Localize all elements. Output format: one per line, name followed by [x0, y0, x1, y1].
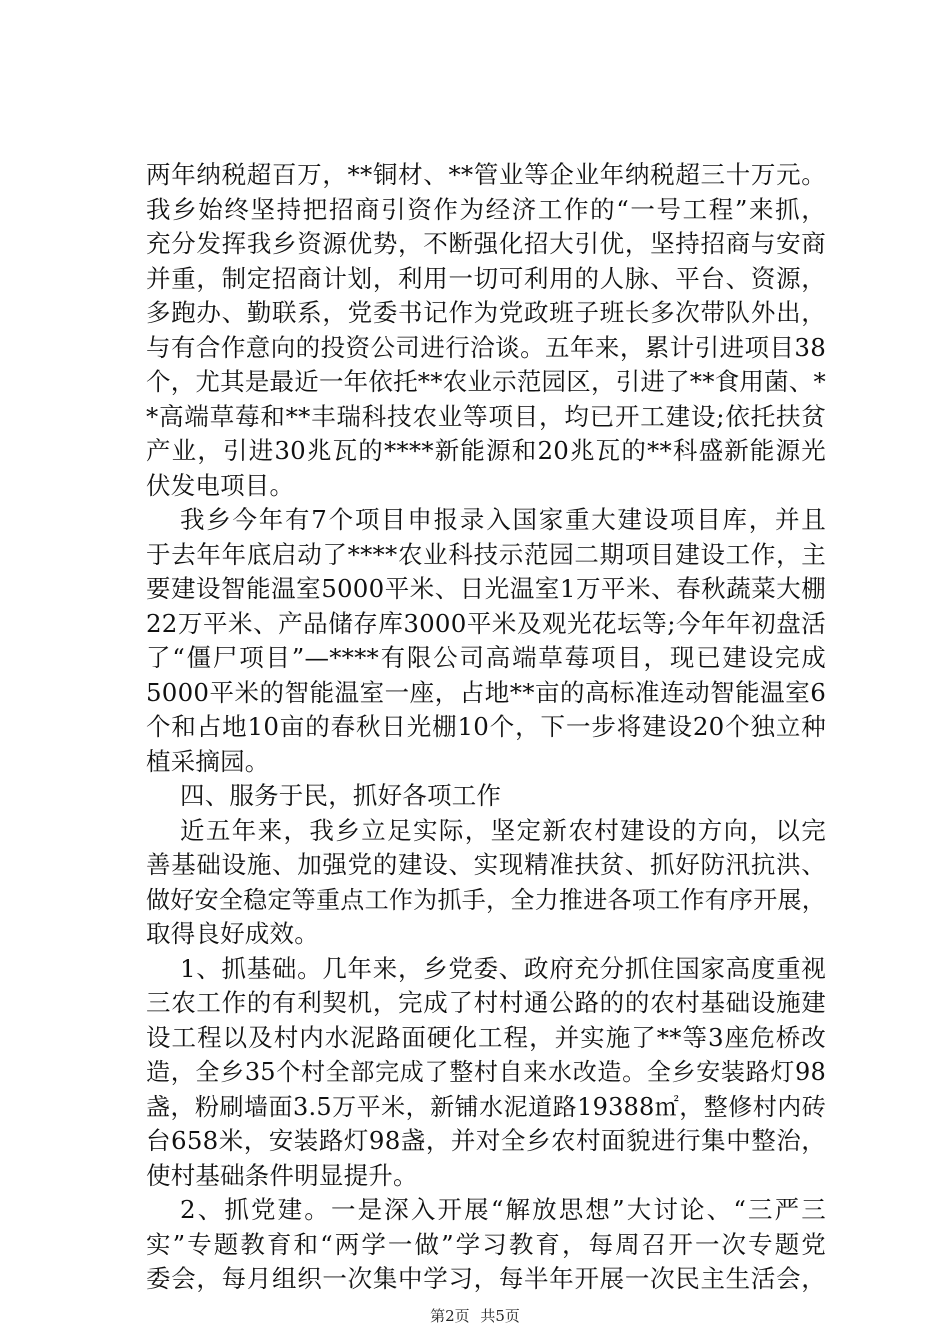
text-line: 取得良好成效。 — [146, 919, 319, 948]
text-line: 要建设智能温室5000平米、日光温室1万平米、春秋蔬菜大棚 — [146, 574, 826, 603]
text-line: 植采摘园。 — [146, 746, 270, 776]
text-line: 使村基础条件明显提升。 — [146, 1160, 418, 1190]
text-line: 与有合作意向的投资公司进行洽谈。五年来，累计引进项目38 — [146, 332, 826, 362]
text-line: 于去年年底启动了****农业科技示范园二期项目建设工作，主 — [146, 539, 826, 569]
text-line: 产业，引进30兆瓦的****新能源和20兆瓦的**科盛新能源光 — [146, 436, 826, 465]
text-line: 四、服务于民，抓好各项工作 — [180, 781, 502, 810]
text-line: 个和占地10亩的春秋日光棚10个，下一步将建设20个独立种 — [146, 712, 826, 741]
text-line: 并重，制定招商计划，利用一切可利用的人脉、平台、资源， — [146, 263, 826, 293]
text-line: 伏发电项目。 — [146, 470, 295, 500]
text-line: 委会，每月组织一次集中学习，每半年开展一次民主生活会， — [146, 1264, 826, 1293]
document-body — [146, 158, 826, 1297]
text-line: 1、抓基础。几年来，乡党委、政府充分抓住国家高度重视 — [180, 953, 826, 983]
text-line: 实”专题教育和“两学一做”学习教育，每周召开一次专题党 — [146, 1229, 826, 1259]
text-line: 两年纳税超百万，**铜材、**管业等企业年纳税超三十万元。 — [146, 160, 826, 189]
text-line: 三农工作的有利契机，完成了村村通公路的的农村基础设施建 — [146, 988, 826, 1017]
text-line: 设工程以及村内水泥路面硬化工程，并实施了**等3座危桥改 — [146, 1022, 826, 1052]
text-line: 盏，粉刷墙面3.5万平米，新铺水泥道路19388㎡，整修村内砖 — [146, 1092, 826, 1121]
text-line: 我乡今年有7个项目申报录入国家重大建设项目库，并且 — [180, 505, 826, 534]
text-line: *高端草莓和**丰瑞科技农业等项目，均已开工建设;依托扶贫 — [146, 401, 826, 431]
text-line: 了“僵尸项目”—****有限公司高端草莓项目，现已建设完成 — [146, 643, 826, 672]
text-line: 善基础设施、加强党的建设、实现精准扶贫、抓好防汛抗洪、 — [146, 850, 826, 879]
text-line: 22万平米、产品储存库3000平米及观光花坛等;今年年初盘活 — [146, 608, 826, 638]
text-line: 造，全乡35个村全部完成了整村自来水改造。全乡安装路灯98 — [146, 1058, 826, 1086]
text-line: 台658米，安装路灯98盏，并对全乡农村面貌进行集中整治， — [146, 1126, 826, 1155]
page-number: 第2页 — [430, 1307, 470, 1325]
page-total: 共5页 — [480, 1307, 520, 1325]
text-line: 我乡始终坚持把招商引资作为经济工作的“一号工程”来抓， — [146, 194, 826, 224]
text-line: 5000平米的智能温室一座，占地**亩的高标准连动智能温室6 — [146, 677, 826, 707]
text-line: 做好安全稳定等重点工作为抓手，全力推进各项工作有序开展， — [146, 885, 826, 914]
text-line: 2、抓党建。一是深入开展“解放思想”大讨论、“三严三 — [180, 1195, 826, 1224]
text-line: 充分发挥我乡资源优势，不断强化招大引优，坚持招商与安商 — [146, 229, 826, 258]
text-line: 个，尤其是最近一年依托**农业示范园区，引进了**食用菌、* — [146, 367, 826, 396]
page-footer — [0, 1306, 950, 1326]
text-line: 多跑办、勤联系，党委书记作为党政班子班长多次带队外出， — [146, 298, 826, 327]
text-line: 近五年来，我乡立足实际，坚定新农村建设的方向，以完 — [180, 815, 826, 845]
